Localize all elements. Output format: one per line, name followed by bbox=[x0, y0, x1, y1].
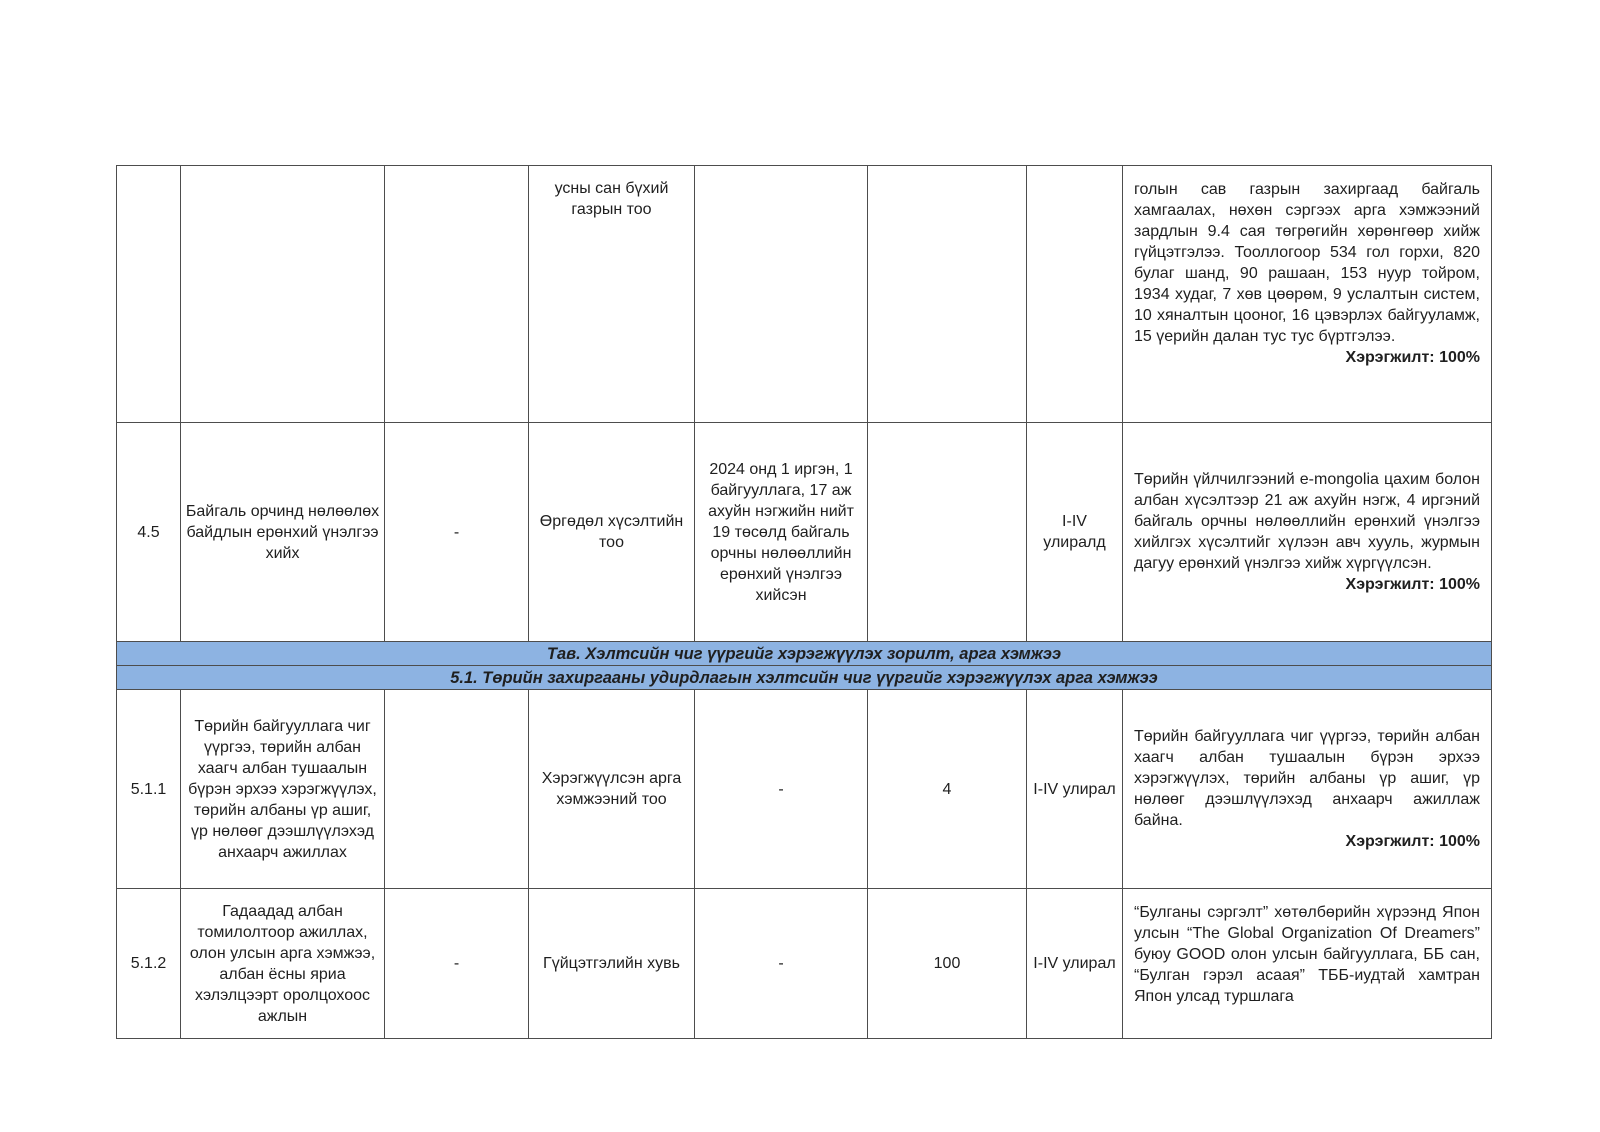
cell-indicator bbox=[529, 166, 695, 423]
section-header-five bbox=[117, 642, 1492, 666]
cell-report bbox=[1123, 690, 1492, 889]
cell-target bbox=[695, 423, 868, 642]
baseline-text: - bbox=[453, 955, 460, 972]
row-number: 5.1.2 bbox=[130, 955, 167, 972]
cell-baseline bbox=[385, 889, 529, 1039]
cell-task bbox=[181, 423, 385, 642]
cell-result-empty bbox=[868, 423, 1027, 642]
section-header-five-one bbox=[117, 666, 1492, 690]
cell-quarter-empty bbox=[1027, 166, 1123, 423]
cell-report bbox=[1123, 166, 1492, 423]
result-number: 4 bbox=[942, 780, 952, 798]
cell-indicator bbox=[529, 889, 695, 1039]
task-text: Төрийн байгууллага чиг үүргээ, төрийн албан хаагч албан тушаалын бүрэн эрхээ хэрэгжүүлэх, төрийн албаны үр ашиг, үр нөлөөг дээшлүүлэхэд анхаарч ажиллах bbox=[188, 717, 377, 861]
report-text: Төрийн байгууллага чиг үүргээ, төрийн албан хаагч албан тушаалын бүрэн эрхээ хэрэгжүүлэх, төрийн албаны үр ашиг, үр нөлөөг дээшлүүлэхэд анхаарч ажиллаж байна. bbox=[1134, 728, 1480, 829]
cell-result bbox=[868, 889, 1027, 1039]
cell-report bbox=[1123, 423, 1492, 642]
cell-quarter bbox=[1027, 690, 1123, 889]
cell-target bbox=[695, 690, 868, 889]
cell-quarter bbox=[1027, 423, 1123, 642]
task-text: Гадаадад албан томилолтоор ажиллах, олон улсын арга хэмжээ, албан ёсны яриа хэлэлцээрт оролцохоос ажлын bbox=[189, 902, 376, 1025]
cell-number-empty bbox=[117, 166, 181, 423]
cell-quarter bbox=[1027, 889, 1123, 1039]
table-row-continuation bbox=[117, 166, 1492, 423]
row-number: 4.5 bbox=[137, 523, 160, 541]
cell-task-empty bbox=[181, 166, 385, 423]
implementation-percent: Хэрэгжилт: 100% bbox=[1345, 576, 1480, 593]
section-title: Тав. Хэлтсийн чиг үүргийг хэрэгжүүлэх зорилт, арга хэмжээ bbox=[546, 644, 1062, 663]
performance-report-table bbox=[116, 165, 1492, 1039]
cell-result bbox=[868, 690, 1027, 889]
table-row-5-1-1 bbox=[117, 690, 1492, 889]
quarter-text: I-IV улиралд bbox=[1043, 513, 1106, 551]
implementation-percent: Хэрэгжилт: 100% bbox=[1345, 833, 1480, 850]
cell-baseline-empty bbox=[385, 166, 529, 423]
cell-target-empty bbox=[695, 166, 868, 423]
table-row-4-5 bbox=[117, 423, 1492, 642]
quarter-text: I-IV улирал bbox=[1033, 955, 1116, 972]
cell-task bbox=[181, 690, 385, 889]
indicator-text: Өргөдөл хүсэлтийн тоо bbox=[539, 513, 684, 551]
section-header-cell bbox=[117, 666, 1492, 690]
row-number: 5.1.1 bbox=[130, 780, 167, 798]
indicator-text: Гүйцэтгэлийн хувь bbox=[543, 955, 680, 972]
cell-indicator bbox=[529, 690, 695, 889]
cell-number bbox=[117, 423, 181, 642]
section-header-cell bbox=[117, 642, 1492, 666]
quarter-text: I-IV улирал bbox=[1033, 780, 1116, 798]
cell-target bbox=[695, 889, 868, 1039]
table-row-5-1-2 bbox=[117, 889, 1492, 1039]
indicator-text: Хэрэгжүүлсэн арга хэмжээний тоо bbox=[541, 770, 682, 808]
cell-indicator bbox=[529, 423, 695, 642]
implementation-percent: Хэрэгжилт: 100% bbox=[1345, 349, 1480, 366]
section-title: 5.1. Төрийн захиргааны удирдлагын хэлтсийн чиг үүргийг хэрэгжүүлэх арга хэмжээ bbox=[450, 668, 1158, 687]
cell-baseline-empty bbox=[385, 690, 529, 889]
cell-report bbox=[1123, 889, 1492, 1039]
indicator-text: усны сан бүхий газрын тоо bbox=[554, 180, 669, 218]
result-number: 100 bbox=[933, 955, 961, 972]
target-text: 2024 онд 1 иргэн, 1 байгууллага, 17 аж ахуйн нэгжийн нийт 19 төсөлд байгаль орчны нөлөөллийн ерөнхий үнэлгээ хийсэн bbox=[708, 460, 854, 604]
report-text: “Булганы сэргэлт” хөтөлбөрийн хүрээнд Япон улсын “The Global Organization Of Dreamers” буюу GOOD олон улсын байгууллага, ББ сан, “Булган гэрэл асаая” ТББ-иудтай хамтран Япон улсад туршлага bbox=[1134, 904, 1480, 1005]
target-text: - bbox=[778, 955, 784, 972]
cell-task bbox=[181, 889, 385, 1039]
report-text: Төрийн үйлчилгээний e-mongolia цахим болон албан хүсэлтээр 21 аж ахуйн нэгж, 4 иргэний байгаль орчны нөлөөллийн ерөнхий үнэлгээ хийлгэх хүсэлтийг хүлээн авч хууль, журмын дагуу ерөнхий үнэлгээ хийж хүргүүлсэн. bbox=[1134, 471, 1480, 572]
target-text: - bbox=[778, 780, 784, 798]
baseline-text: - bbox=[453, 523, 460, 541]
cell-number bbox=[117, 690, 181, 889]
cell-baseline bbox=[385, 423, 529, 642]
cell-number bbox=[117, 889, 181, 1039]
task-text: Байгаль орчинд нөлөөлөх байдлын ерөнхий үнэлгээ хийх bbox=[185, 502, 380, 562]
cell-result-empty bbox=[868, 166, 1027, 423]
report-text: голын сав газрын захиргаад байгаль хамгаалах, нөхөн сэргээх арга хэмжээний зардлын 9.4 сая төгрөгийн хөрөнгөөр хийж гүйцэтгэлээ. Тооллогоор 534 гол горхи, 820 булаг шанд, 90 рашаан, 153 нуур тойром, 1934 худаг, 7 хөв цөөрөм, 9 услалтын систем, 10 хяналтын цооног, 16 цэвэрлэх байгууламж, 15 үерийн далан тус тус бүртгэлээ. bbox=[1134, 181, 1480, 345]
